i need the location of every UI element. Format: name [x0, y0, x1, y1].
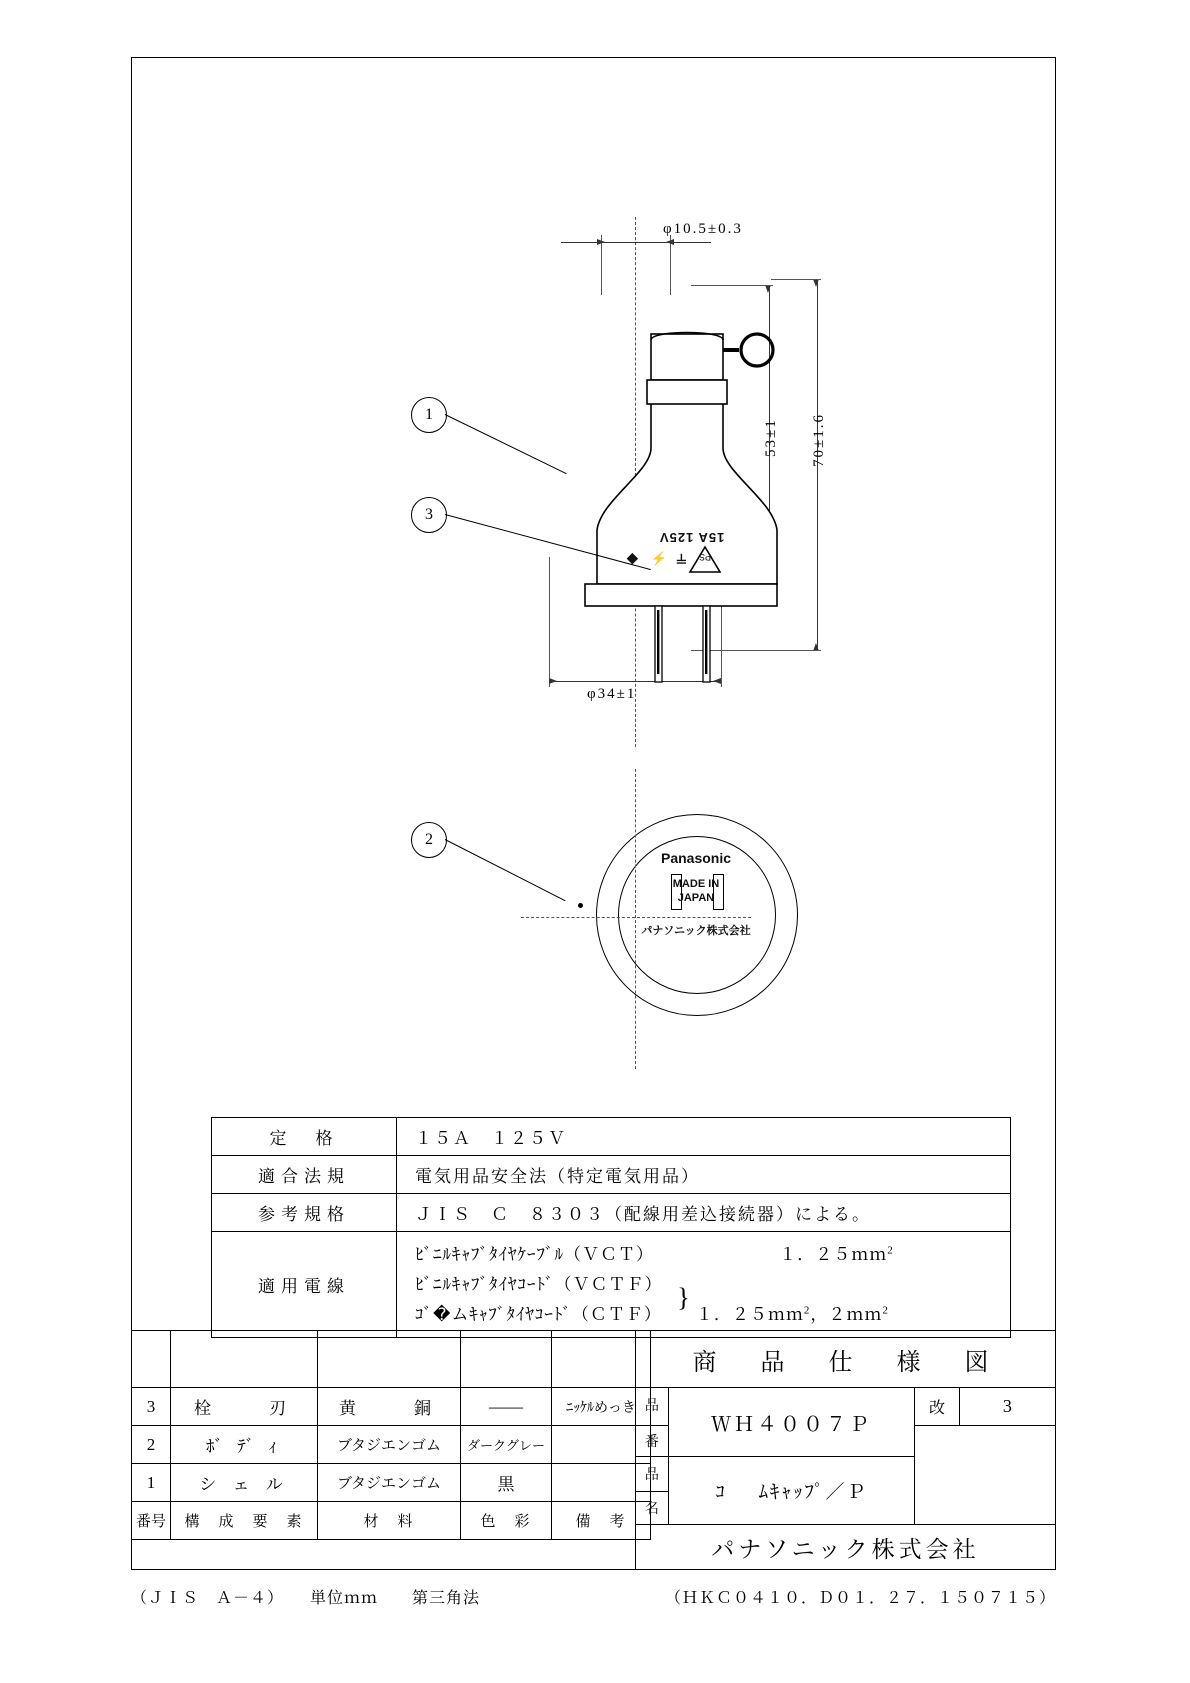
balloon-1: 1	[411, 397, 447, 433]
spec-value-rating: １５Ａ １２５Ｖ	[397, 1118, 1011, 1156]
company-kana-label: パナソニック株式会社	[641, 925, 751, 937]
spec-label-wire: 適用電線	[212, 1232, 397, 1338]
parts-element-2: ﾎﾞ ﾃﾞ ｨ	[171, 1426, 318, 1464]
parts-blank-color	[461, 1331, 552, 1388]
dim-line-cap-dia	[561, 242, 711, 243]
parts-blank-material	[318, 1331, 461, 1388]
parts-row-2	[132, 1426, 651, 1464]
parts-header-no: 番号	[132, 1502, 171, 1540]
item-name-label-bottom: 名	[636, 1492, 669, 1525]
wire-line-1-value: １．２５ｍｍ	[779, 1245, 888, 1264]
title-blank-cell	[915, 1426, 1056, 1525]
specification-table	[211, 1117, 1011, 1338]
spec-label-rating: 定 格	[212, 1118, 397, 1156]
dim-arrow-cap-right	[666, 239, 674, 245]
parts-header-material: 材 料	[318, 1502, 461, 1540]
parts-row-3	[132, 1388, 651, 1426]
wire-brace-sup-b: 2	[882, 1303, 889, 1316]
parts-color-3: ――	[461, 1388, 552, 1426]
footer-right: （ＨＫＣ０４１０．Ｄ０１．２７．１５０７１５）	[664, 1590, 1056, 1607]
dim-arrow-cap-left	[597, 239, 605, 245]
wire-brace-value-b: ，２ｍｍ	[810, 1304, 883, 1324]
dim-shell-height: 53±1	[763, 418, 779, 457]
wire-line-3-text: ｺﾞ�ムｷｬﾌﾞﾀｲﾔｺｰﾄﾞ（ＣＴＦ）	[415, 1304, 662, 1324]
company-row	[636, 1525, 1056, 1570]
parts-blank-element	[171, 1331, 318, 1388]
leader-line-1	[445, 414, 567, 474]
spec-row-rating	[212, 1118, 1011, 1156]
wire-brace-value-a: １．２５ｍｍ	[695, 1304, 804, 1324]
leader-line-2	[445, 839, 566, 901]
made-in-label: MADE IN	[672, 878, 720, 890]
parts-color-2: ダークグレー	[461, 1426, 552, 1464]
parts-row-1	[132, 1464, 651, 1502]
diamond-mark-icon: ◆	[627, 552, 638, 568]
parts-no-2: 2	[132, 1426, 171, 1464]
title-block	[131, 1330, 1056, 1570]
dim-cap-diameter: φ10.5±0.3	[663, 221, 743, 237]
svg-text:PS: PS	[698, 552, 712, 562]
dim-total-height: 70±1.6	[811, 413, 827, 467]
parts-remark-3: ﾆｯｹﾙめっき	[552, 1388, 651, 1426]
ext-line-flange-left	[549, 557, 550, 687]
parts-header-remark: 備 考	[552, 1502, 651, 1540]
wire-line-2-text: ﾋﾞﾆﾙｷｬﾌﾞﾀｲﾔｺｰﾄﾞ（ＶＣＴＦ）	[415, 1274, 663, 1294]
parts-material-1: ブタジエンゴム	[318, 1464, 461, 1502]
item-name: ｺ�ﾞﾑｷｬｯﾌﾟ／Ｐ	[668, 1457, 915, 1525]
wire-lines	[397, 1232, 1010, 1337]
wire-line-2	[415, 1270, 1010, 1300]
spec-value-law: 電気用品安全法（特定電気用品）	[397, 1156, 1011, 1194]
spec-row-law	[212, 1156, 1011, 1194]
parts-no-3: 3	[132, 1388, 171, 1426]
parts-header-row	[132, 1502, 651, 1540]
rating-mark-front: 15A 125V	[659, 530, 725, 545]
company-name: パナソニック株式会社	[636, 1525, 1056, 1570]
title-info-table	[635, 1330, 1056, 1570]
balloon-3: 3	[411, 497, 447, 533]
parts-blank-row	[132, 1331, 651, 1388]
drawing-area	[131, 57, 1056, 1117]
parts-material-2: ブタジエンゴム	[318, 1426, 461, 1464]
spec-label-law: 適合法規	[212, 1156, 397, 1194]
revision-label: 改	[915, 1388, 959, 1426]
footer-left: （ＪＩＳ Ａ－４） 単位ｍｍ 第三角法	[131, 1590, 481, 1607]
parts-element-1: シ ェ ル	[171, 1464, 318, 1502]
brand-label: Panasonic	[660, 850, 732, 866]
sheet-footer	[131, 1585, 1056, 1608]
balloon-2: 2	[411, 822, 447, 858]
parts-color-1: 黒	[461, 1464, 552, 1502]
leader-dot-2	[578, 903, 583, 908]
drawing-title: 商 品 仕 様 図	[636, 1331, 1056, 1388]
brace-icon: }	[677, 1282, 691, 1312]
parts-blank-no	[132, 1331, 171, 1388]
country-label: JAPAN	[677, 892, 715, 904]
parts-header-color: 色 彩	[461, 1502, 552, 1540]
bottom-center-line-horizontal	[521, 917, 751, 918]
wire-line-1-text: ﾋﾞﾆﾙｷｬﾌﾞﾀｲﾔｹｰﾌﾞﾙ（ＶＣＴ）	[415, 1245, 654, 1264]
parts-list-table	[131, 1330, 651, 1540]
parts-material-3: 黄 銅	[318, 1388, 461, 1426]
item-no-label-top: 品	[636, 1388, 669, 1426]
item-name-label-top: 品	[636, 1457, 669, 1492]
item-number: ＷＨ４００７Ｐ	[668, 1388, 915, 1457]
revision-value: 3	[959, 1388, 1055, 1426]
parts-header-element: 構 成 要 素	[171, 1502, 318, 1540]
plug-front-view	[571, 262, 821, 732]
parts-no-1: 1	[132, 1464, 171, 1502]
ps-mark-icon	[687, 544, 727, 578]
wire-brace-sup-a: 2	[803, 1303, 811, 1316]
item-no-label-bottom: 番	[636, 1426, 669, 1457]
spec-value-standard: ＪＩＳ Ｃ ８３０３（配線用差込接続器）による。	[397, 1194, 1011, 1232]
plug-outline-svg	[571, 262, 821, 732]
title-heading-row	[636, 1331, 1056, 1388]
dim-flange-diameter: φ34±1	[587, 686, 637, 702]
spec-value-wire	[397, 1232, 1011, 1338]
spec-label-standard: 参考規格	[212, 1194, 397, 1232]
approval-mark-icon: 〒 ⚡	[649, 551, 688, 566]
item-no-row	[636, 1388, 1056, 1426]
dim-arrow-flange-left	[549, 678, 557, 684]
spec-row-wire	[212, 1232, 1011, 1338]
bottom-center-line-vertical	[635, 769, 636, 1069]
parts-element-3: 栓 刃	[171, 1388, 318, 1426]
spec-row-standard	[212, 1194, 1011, 1232]
wire-line-1-sup: 2	[887, 1244, 894, 1257]
wire-line-1	[415, 1240, 1010, 1270]
